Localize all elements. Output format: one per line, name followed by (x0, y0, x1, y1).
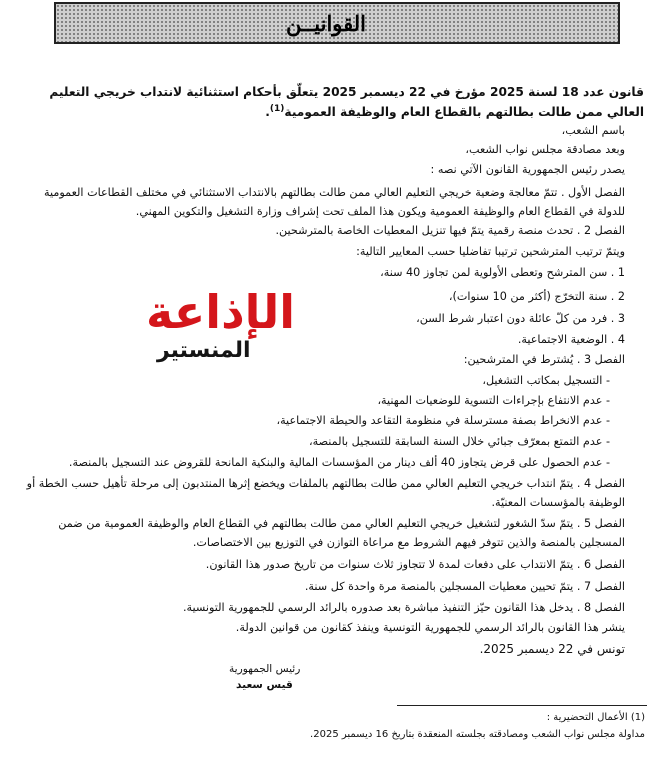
preamble-people: باسم الشعب، (561, 124, 625, 137)
law-title-text: قانون عدد 18 لسنة 2025 مؤرخ في 22 ديسمبر 2025 يتعلّق بأحكام استثنائية لانتداب خريجي التعليم العالي ممن طالت بطالتهم بالقطاع العام والوظيفة العمومية (49, 85, 644, 120)
footnote-text: مداولة مجلس نواب الشعب ومصادقته بجلسته المنعقدة بتاريخ 16 ديسمبر 2025. (310, 729, 645, 740)
article-1: الفصل الأول . تتمّ معالجة وضعية خريجي التعليم العالي ممن طالت بطالتهم بالانتداب الاستثنائي في مختلف القطاعات العمومية للدولة في القطاع العام والوظيفة العمومية ويكون هذا الملف تحت إشراف وزارة التشغيل والتكوين المهني. (43, 186, 625, 218)
section-banner (54, 2, 620, 44)
condition-item: - عدم الانتفاع بإجراءات التسوية للوضعيات المهنية، (377, 394, 610, 407)
article-4: الفصل 4 . يتمّ انتداب خريجي التعليم العالي ممن طالت بطالتهم بالملفات ويخضع إثرها المنتدبون إلى مرحلة تأهيل حسب الخطة أو الوظيفة بالمؤسسات المعنيّة. (26, 477, 625, 509)
ranking-intro: ويتمّ ترتيب المترشحين ترتيبا تفاضليا حسب المعايير التالية: (356, 245, 625, 258)
publication-clause: ينشر هذا القانون بالرائد الرسمي للجمهورية التونسية وينفذ كقانون من قوانين الدولة. (235, 621, 625, 634)
footnote-label: (1) الأعمال التحضيرية : (546, 712, 645, 723)
watermark-sub-text: المنستير (157, 338, 251, 363)
criterion-item: 1 . سن المترشح وتعطى الأولوية لمن تجاوز 40 سنة، (380, 266, 625, 279)
signature-role: رئيس الجمهورية (229, 663, 301, 675)
date-line: تونس في 22 ديسمبر 2025. (479, 642, 625, 656)
article-8: الفصل 8 . يدخل هذا القانون حيّز التنفيذ مباشرة بعد صدوره بالرائد الرسمي للجمهورية التونسية. (182, 601, 625, 614)
condition-item: - عدم الحصول على قرض يتجاوز 40 ألف دينار من المؤسسات المالية والبنكية المانحة للقروض عند التسجيل بالمنصة. (68, 456, 610, 469)
preamble-promulgation: يصدر رئيس الجمهورية القانون الآتي نصه : (430, 163, 625, 176)
criterion-item: 3 . فرد من كلّ عائلة دون اعتبار شرط السن، (416, 312, 625, 325)
article-3-intro: الفصل 3 . يُشترط في المترشحين: (463, 353, 625, 366)
article-5: الفصل 5 . يتمّ سدّ الشغور لتشغيل خريجي التعليم العالي ممن طالت بطالتهم في القطاع العام والوظيفة العمومية من ضمن المسجلين بالمنصة والذين تتوفر فيهم الشروط مع مراعاة التوازن في التوزيع بين الاختصاصات. (58, 517, 625, 549)
preamble-approval: وبعد مصادقة مجلس نواب الشعب، (465, 143, 625, 156)
condition-item: - التسجيل بمكاتب التشغيل، (482, 374, 610, 387)
radio-monastir-watermark-logo (145, 285, 295, 364)
watermark-main-text: الإذاعة (145, 285, 295, 339)
law-title: قانون عدد 18 لسنة 2025 مؤرخ في 22 ديسمبر 2025 يتعلّق بأحكام استثنائية لانتداب خريجي التعليم العالي ممن طالت بطالتهم بالقطاع العام والوظيفة العمومية$^{(1)}$. (49, 85, 644, 120)
footnote-ref: (1) (269, 104, 285, 114)
condition-item: - عدم التمتع بمعرّف جبائي خلال السنة السابقة للتسجيل بالمنصة، (309, 435, 610, 448)
criterion-item: 2 . سنة التخرّج (أكثر من 10 سنوات)، (448, 290, 625, 303)
article-2: الفصل 2 . تحدث منصة رقمية يتمّ فيها تنزيل المعطيات الخاصة بالمترشحين. (275, 224, 625, 237)
footnote-divider (397, 705, 647, 706)
section-title: القوانيــن (285, 10, 366, 36)
condition-item: - عدم الانخراط بصفة مسترسلة في منظومة التقاعد والحيطة الاجتماعية، (276, 414, 610, 427)
article-6: الفصل 6 . يتمّ الانتداب على دفعات لمدة لا تتجاوز ثلاث سنوات من تاريخ صدور هذا القانون. (205, 558, 625, 571)
signature-name: قيس سعيد (236, 679, 293, 691)
criterion-item: 4 . الوضعية الاجتماعية. (517, 333, 625, 346)
article-7: الفصل 7 . يتمّ تحيين معطيات المسجلين بالمنصة مرة واحدة كل سنة. (304, 580, 625, 593)
